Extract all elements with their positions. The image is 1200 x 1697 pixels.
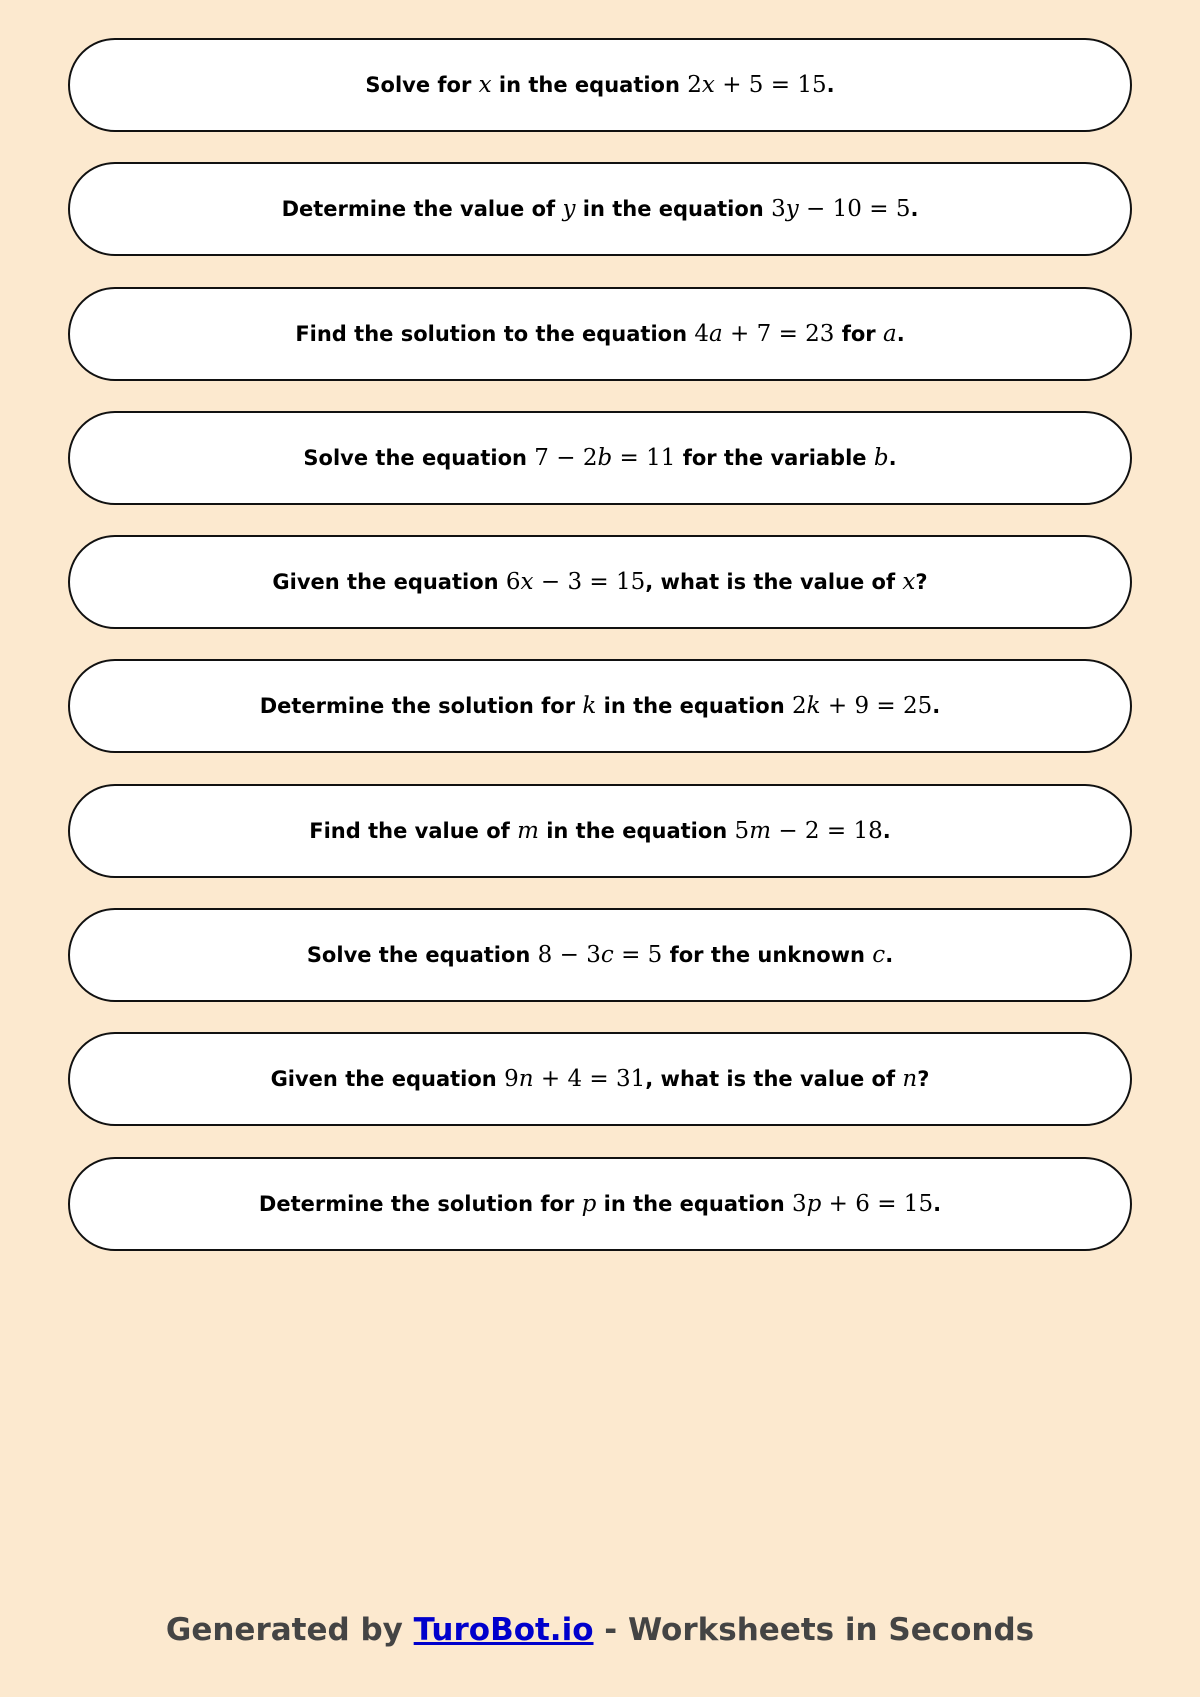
problem-text-segment: Solve the equation bbox=[306, 943, 538, 968]
problem-card bbox=[68, 287, 1132, 381]
problem-card bbox=[68, 908, 1132, 1002]
problem-text-segment: in the equation bbox=[575, 197, 772, 222]
problem-card bbox=[68, 784, 1132, 878]
problem-text bbox=[272, 569, 927, 595]
problem-card bbox=[68, 535, 1132, 629]
math-expression: 7 − 2b = 11 bbox=[534, 444, 676, 471]
problem-text bbox=[260, 693, 941, 719]
problem-text-segment: Determine the value of bbox=[281, 197, 563, 222]
problem-text-segment: . bbox=[896, 321, 905, 346]
problem-card bbox=[68, 411, 1132, 505]
math-expression: n bbox=[902, 1066, 918, 1093]
math-expression: x bbox=[902, 569, 916, 596]
math-expression: k bbox=[582, 693, 597, 720]
problem-text-segment: in the equation bbox=[596, 1191, 792, 1216]
problem-text-segment: ? bbox=[915, 570, 928, 595]
problem-text-segment: in the equation bbox=[491, 73, 688, 97]
math-expression: p bbox=[581, 1190, 597, 1217]
math-expression: 2x + 5 = 15 bbox=[687, 72, 827, 98]
math-expression: 3y − 10 = 5 bbox=[771, 196, 911, 223]
problem-text-segment: . bbox=[888, 445, 897, 470]
problem-text-segment: . bbox=[910, 197, 919, 222]
problem-text-segment: Determine the solution for bbox=[258, 1191, 582, 1216]
math-expression: b bbox=[873, 444, 889, 471]
problem-text-segment: . bbox=[932, 694, 941, 719]
problem-text bbox=[309, 818, 890, 844]
problem-text-segment: . bbox=[885, 943, 894, 968]
footer-suffix: - Worksheets in Seconds bbox=[593, 1612, 1035, 1648]
footer bbox=[0, 1612, 1200, 1648]
problem-text bbox=[295, 321, 904, 347]
problem-text bbox=[307, 942, 893, 968]
math-expression: x bbox=[478, 72, 492, 98]
problem-text-segment: , what is the value of bbox=[645, 1067, 903, 1092]
footer-prefix: Generated by bbox=[165, 1612, 414, 1648]
problem-card bbox=[68, 38, 1132, 132]
problem-text-segment: Solve for bbox=[365, 73, 479, 97]
problem-text-segment: . bbox=[882, 818, 891, 843]
math-expression: 9n + 4 = 31 bbox=[504, 1066, 646, 1093]
problem-text-segment: for the unknown bbox=[662, 943, 873, 968]
math-expression: a bbox=[882, 320, 897, 347]
problem-list bbox=[68, 38, 1132, 1281]
math-expression: c bbox=[872, 942, 886, 969]
problem-text bbox=[365, 72, 834, 98]
problem-text-segment: in the equation bbox=[538, 818, 735, 843]
problem-text-segment: in the equation bbox=[596, 694, 792, 719]
math-expression: 4a + 7 = 23 bbox=[694, 320, 835, 347]
math-expression: 3p + 6 = 15 bbox=[791, 1190, 934, 1217]
problem-text bbox=[259, 1191, 941, 1217]
math-expression: 8 − 3c = 5 bbox=[537, 942, 663, 969]
math-expression: 5m − 2 = 18 bbox=[734, 817, 883, 844]
problem-card bbox=[68, 162, 1132, 256]
problem-text-segment: . bbox=[826, 73, 835, 97]
problem-text-segment: Determine the solution for bbox=[259, 694, 583, 719]
math-expression: 6x − 3 = 15 bbox=[505, 569, 646, 596]
problem-text-segment: Find the solution to the equation bbox=[295, 321, 695, 346]
problem-text-segment: ? bbox=[917, 1067, 930, 1092]
problem-text-segment: Solve the equation bbox=[303, 445, 535, 470]
problem-text bbox=[282, 196, 919, 222]
problem-text bbox=[303, 445, 896, 471]
math-expression: y bbox=[562, 196, 576, 223]
math-expression: 2k + 9 = 25 bbox=[791, 693, 933, 720]
problem-text-segment: Given the equation bbox=[270, 1067, 505, 1092]
problem-text bbox=[271, 1066, 930, 1092]
problem-card bbox=[68, 1032, 1132, 1126]
problem-card bbox=[68, 1157, 1132, 1251]
problem-card bbox=[68, 659, 1132, 753]
problem-text-segment: for the variable bbox=[675, 445, 874, 470]
problem-text-segment: . bbox=[933, 1191, 942, 1216]
problem-text-segment: Given the equation bbox=[272, 570, 506, 595]
problem-text-segment: , what is the value of bbox=[645, 570, 903, 595]
problem-text-segment: Find the value of bbox=[309, 818, 518, 843]
math-expression: m bbox=[517, 817, 539, 844]
problem-text-segment: for bbox=[834, 321, 883, 346]
turobot-link[interactable]: TuroBot.io bbox=[413, 1612, 594, 1648]
